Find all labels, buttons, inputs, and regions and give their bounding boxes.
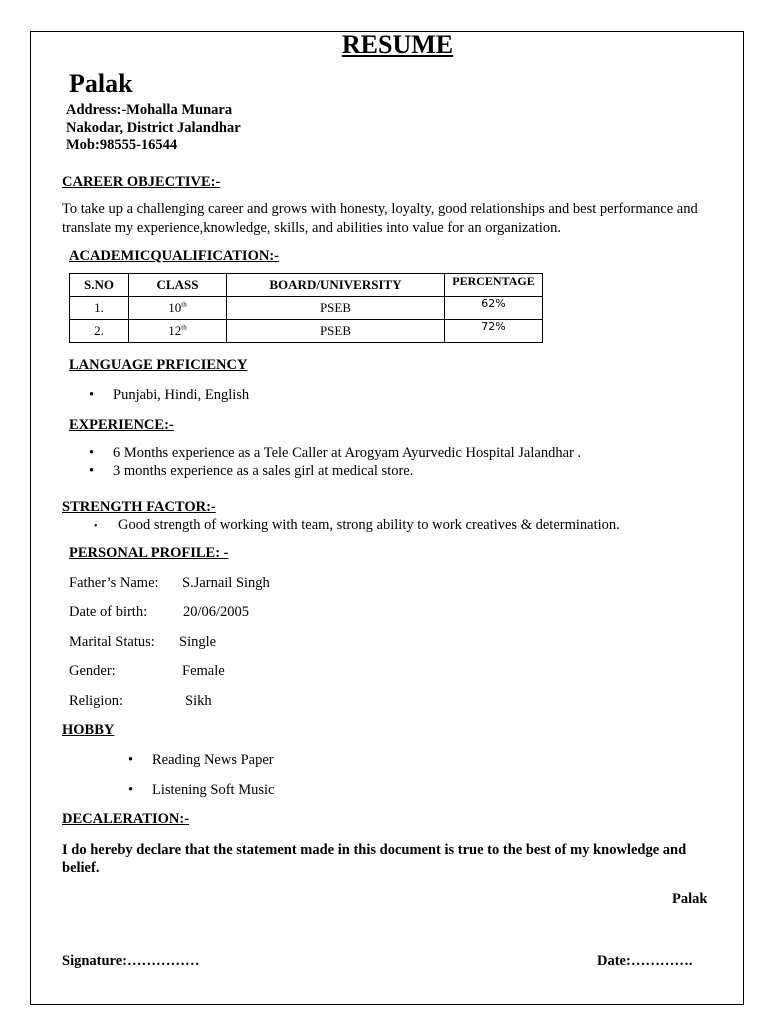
table-row [70, 297, 543, 320]
bullet-icon: • [89, 463, 95, 479]
career-objective-text-2: translate my experience,knowledge, skills, and abilities into value for an organization. [62, 220, 562, 236]
academic-heading: ACADEMICQUALIFICATION:- [69, 248, 279, 264]
field-value: Single [179, 634, 217, 650]
field-value: 20/06/2005 [183, 604, 250, 620]
applicant-name: Palak [69, 69, 133, 98]
page-title: RESUME [341, 30, 454, 59]
signature-line: Signature:…………… [62, 953, 200, 969]
career-objective-heading: CAREER OBJECTIVE:- [62, 174, 221, 190]
signer-name: Palak [672, 891, 708, 907]
class-value: 12 [168, 323, 182, 338]
language-heading: LANGUAGE PRFICIENCY [69, 357, 248, 373]
list-item-text: 3 months experience as a sales girl at medical store. [113, 463, 414, 479]
class-cell [129, 297, 227, 320]
declaration-text-1: I do hereby declare that the statement made in this document is true to the best of my knowledge and [62, 842, 687, 858]
list-item-text: Good strength of working with team, strong ability to work creatives & determination. [118, 517, 620, 533]
sno-cell: 1. [70, 297, 129, 320]
table-row [70, 320, 543, 343]
career-objective-text-1: To take up a challenging career and grows with honesty, loyalty, good relationships and best performance and [62, 201, 698, 217]
sno-cell: 2. [70, 320, 129, 343]
board-cell: PSEB [227, 297, 445, 320]
list-item-text: Reading News Paper [152, 752, 274, 768]
list-item-text: Punjabi, Hindi, English [113, 387, 250, 403]
date-line: Date:…………. [597, 953, 693, 969]
declaration-text-2: belief. [62, 860, 100, 876]
class-suffix: th [181, 323, 187, 332]
field-value: Sikh [185, 693, 212, 709]
bullet-icon: • [128, 752, 134, 768]
percentage-cell: 62% [445, 297, 543, 320]
column-header: BOARD/UNIVERSITY [227, 274, 445, 297]
bullet-icon: • [128, 782, 134, 798]
address-line-1: Address:-Mohalla Munara [66, 102, 233, 118]
list-item [128, 782, 274, 799]
field-label: Gender: [69, 663, 116, 679]
list-item [89, 463, 413, 480]
academic-table [69, 273, 543, 343]
list-item [89, 387, 249, 404]
list-item-text: 6 Months experience as a Tele Caller at Arogyam Ayurvedic Hospital Jalandhar . [113, 445, 582, 461]
field-label: Father’s Name: [69, 575, 159, 591]
table-header-row [70, 274, 543, 297]
bullet-icon: • [94, 521, 98, 532]
declaration-heading: DECALERATION:- [62, 811, 190, 827]
column-header: PERCENTAGE [445, 274, 543, 297]
field-label: Marital Status: [69, 634, 155, 650]
experience-heading: EXPERIENCE:- [69, 417, 174, 433]
mobile-number: Mob:98555-16544 [66, 137, 178, 153]
class-cell [129, 320, 227, 343]
list-item-text: Listening Soft Music [152, 782, 275, 798]
hobby-heading: HOBBY [62, 722, 115, 738]
field-value: Female [182, 663, 225, 679]
personal-profile-heading: PERSONAL PROFILE: - [69, 545, 229, 561]
field-label: Religion: [69, 693, 123, 709]
column-header: S.NO [70, 274, 129, 297]
class-value: 10 [168, 300, 182, 315]
address-line-2: Nakodar, District Jalandhar [66, 120, 241, 136]
list-item [89, 445, 581, 462]
class-suffix: th [181, 300, 187, 309]
field-value: S.Jarnail Singh [182, 575, 270, 591]
list-item [94, 517, 620, 534]
field-label: Date of birth: [69, 604, 148, 620]
percentage-cell: 72% [445, 320, 543, 343]
strength-heading: STRENGTH FACTOR:- [62, 499, 216, 515]
bullet-icon: • [89, 387, 95, 403]
column-header: CLASS [129, 274, 227, 297]
board-cell: PSEB [227, 320, 445, 343]
bullet-icon: • [89, 445, 95, 461]
list-item [128, 752, 274, 769]
